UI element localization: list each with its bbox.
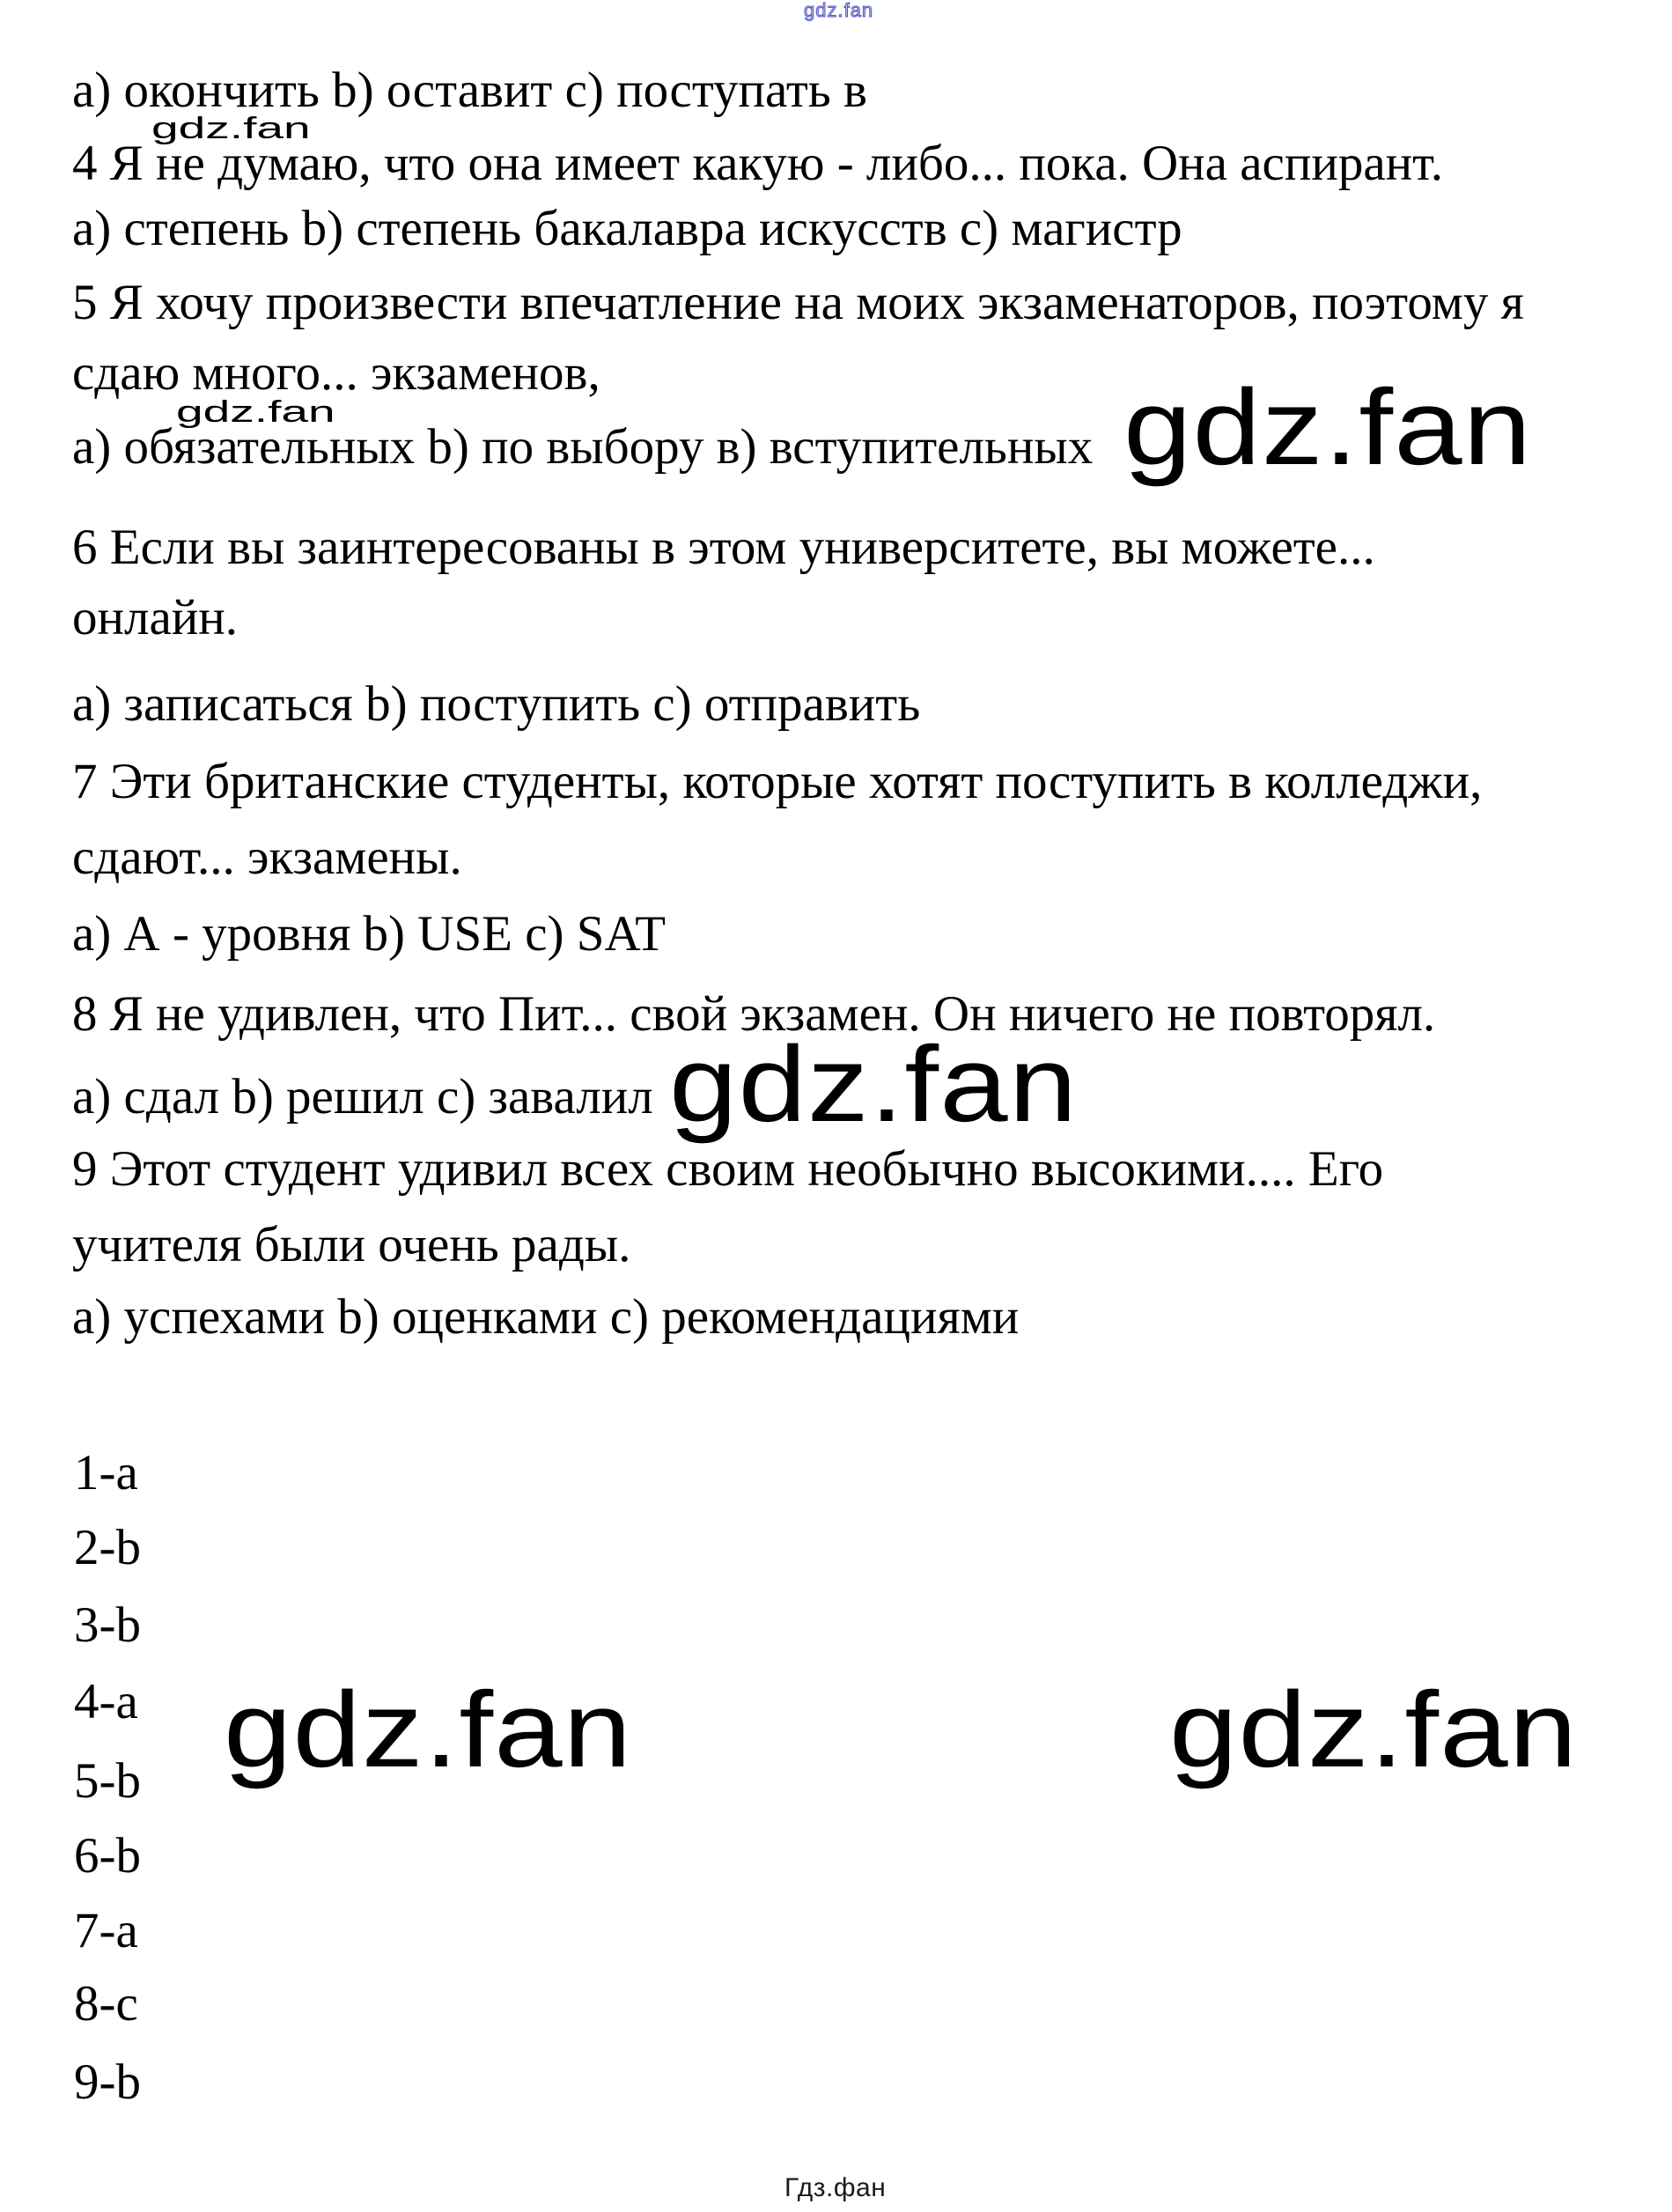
site-name-footer: Гдз.фан (784, 2173, 887, 2202)
question-5-line-1: 5 Я хочу произвести впечатление на моих экзаменаторов, поэтому я (72, 275, 1524, 330)
options-line-6: а) записаться b) поступить c) отправить (72, 676, 921, 732)
options-line-9: а) успехами b) оценками c) рекомендациями (72, 1289, 1020, 1345)
question-5-line-2: сдаю много... экзаменов, (72, 345, 600, 401)
answer-3: 3-b (74, 1597, 141, 1653)
question-7-line-1: 7 Эти британские студенты, которые хотят поступить в колледжи, (72, 754, 1483, 809)
options-line-8: а) сдал b) решил c) завалил (72, 1069, 653, 1124)
question-4: 4 Я не думаю, что она имеет какую - либо... пока. Она аспирант. (72, 136, 1444, 191)
answer-1: 1-a (74, 1445, 138, 1500)
answer-2: 2-b (74, 1520, 141, 1575)
gdz-fan-watermark-inline-2: gdz.fan (176, 395, 335, 429)
gdz-fan-watermark-inline-1: gdz.fan (151, 112, 311, 145)
gdz-fan-watermark-large-3: gdz.fan (224, 1670, 633, 1789)
options-line-4: а) степень b) степень бакалавра искусств c) магистр (72, 201, 1182, 256)
gdz-fan-watermark-large-2: gdz.fan (669, 1024, 1079, 1144)
answer-7: 7-a (74, 1903, 138, 1958)
question-6-line-1: 6 Если вы заинтересованы в этом университете, вы можете... (72, 520, 1375, 575)
gdz-fan-watermark-large-1: gdz.fan (1123, 367, 1533, 487)
answer-5: 5-b (74, 1753, 141, 1809)
answer-4: 4-a (74, 1674, 138, 1729)
answer-8: 8-c (74, 1976, 138, 2031)
question-9-line-2: учителя были очень рады. (72, 1217, 631, 1272)
gdz-fan-watermark-large-4: gdz.fan (1169, 1670, 1579, 1789)
answer-6: 6-b (74, 1828, 141, 1884)
gdz-fan-watermark-top: gdz.fan (804, 0, 874, 21)
question-8: 8 Я не удивлен, что Пит... свой экзамен. Он ничего не повторял. (72, 986, 1436, 1042)
options-line-3: а) окончить b) оставит c) поступать в (72, 63, 867, 118)
question-7-line-2: сдают... экзамены. (72, 830, 462, 885)
answer-9: 9-b (74, 2054, 141, 2110)
options-line-7: а) А - уровня b) USE c) SAT (72, 906, 667, 962)
question-6-line-2: онлайн. (72, 590, 239, 645)
options-line-5: а) обязательных b) по выбору в) вступительных (72, 419, 1094, 475)
question-9-line-1: 9 Этот студент удивил всех своим необычно высокими.... Его (72, 1141, 1384, 1197)
